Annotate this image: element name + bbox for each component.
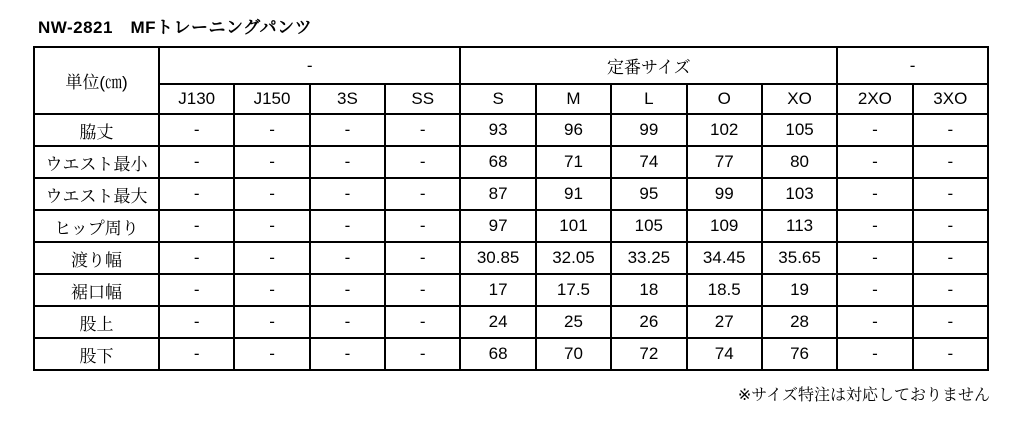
- size-value-cell: -: [837, 114, 912, 146]
- size-chart-page: [0, 13, 1024, 434]
- size-value-cell: -: [837, 178, 912, 210]
- size-value-cell: -: [913, 114, 988, 146]
- size-value-cell: -: [385, 146, 460, 178]
- size-value-cell: 32.05: [536, 242, 611, 274]
- size-value-cell: -: [159, 146, 234, 178]
- size-value-cell: -: [913, 146, 988, 178]
- size-value-cell: -: [159, 242, 234, 274]
- size-value-cell: -: [837, 242, 912, 274]
- size-value-cell: -: [234, 146, 309, 178]
- size-value-cell: -: [234, 242, 309, 274]
- size-column-header: S: [460, 84, 535, 114]
- size-value-cell: -: [310, 338, 385, 370]
- size-value-cell: -: [310, 146, 385, 178]
- size-value-cell: -: [837, 306, 912, 338]
- size-table: [33, 46, 989, 371]
- size-value-cell: 80: [762, 146, 837, 178]
- size-column-header: 2XO: [837, 84, 912, 114]
- size-value-cell: 74: [687, 338, 762, 370]
- size-value-cell: 70: [536, 338, 611, 370]
- size-value-cell: -: [159, 178, 234, 210]
- size-value-cell: -: [310, 274, 385, 306]
- size-column-header: M: [536, 84, 611, 114]
- size-column-header: J130: [159, 84, 234, 114]
- table-row: [34, 274, 988, 306]
- size-value-cell: -: [310, 114, 385, 146]
- size-value-cell: -: [837, 210, 912, 242]
- size-value-cell: -: [837, 338, 912, 370]
- table-row: [34, 242, 988, 274]
- size-value-cell: 18: [611, 274, 686, 306]
- size-value-cell: 17: [460, 274, 535, 306]
- column-group-header: 定番サイズ: [460, 47, 837, 84]
- header-group-row: [34, 47, 988, 84]
- size-value-cell: 17.5: [536, 274, 611, 306]
- table-row: [34, 306, 988, 338]
- size-value-cell: 91: [536, 178, 611, 210]
- size-value-cell: -: [310, 210, 385, 242]
- size-value-cell: -: [385, 274, 460, 306]
- size-column-header: 3S: [310, 84, 385, 114]
- size-value-cell: -: [913, 178, 988, 210]
- size-value-cell: -: [385, 242, 460, 274]
- size-value-cell: -: [310, 242, 385, 274]
- size-value-cell: 33.25: [611, 242, 686, 274]
- size-value-cell: 93: [460, 114, 535, 146]
- size-value-cell: 105: [611, 210, 686, 242]
- size-column-header: SS: [385, 84, 460, 114]
- size-value-cell: -: [385, 306, 460, 338]
- size-value-cell: 18.5: [687, 274, 762, 306]
- size-value-cell: -: [159, 114, 234, 146]
- size-value-cell: -: [234, 306, 309, 338]
- size-value-cell: 99: [687, 178, 762, 210]
- size-value-cell: 97: [460, 210, 535, 242]
- size-value-cell: 27: [687, 306, 762, 338]
- product-title: NW-2821 MFトレーニングパンツ: [38, 18, 313, 37]
- size-value-cell: 105: [762, 114, 837, 146]
- size-value-cell: -: [234, 114, 309, 146]
- size-value-cell: 103: [762, 178, 837, 210]
- size-value-cell: -: [913, 242, 988, 274]
- table-row: [34, 178, 988, 210]
- size-value-cell: 68: [460, 146, 535, 178]
- size-column-header: XO: [762, 84, 837, 114]
- row-label: ヒップ周り: [34, 210, 159, 242]
- size-value-cell: -: [310, 306, 385, 338]
- size-column-header: O: [687, 84, 762, 114]
- size-value-cell: -: [234, 178, 309, 210]
- size-value-cell: 34.45: [687, 242, 762, 274]
- size-value-cell: -: [159, 306, 234, 338]
- size-value-cell: -: [385, 210, 460, 242]
- size-value-cell: 99: [611, 114, 686, 146]
- size-value-cell: -: [385, 114, 460, 146]
- size-value-cell: 24: [460, 306, 535, 338]
- header-size-row: [34, 84, 988, 114]
- size-table-body: [34, 114, 988, 370]
- size-value-cell: -: [310, 178, 385, 210]
- table-row: [34, 338, 988, 370]
- size-value-cell: 113: [762, 210, 837, 242]
- size-value-cell: -: [234, 210, 309, 242]
- row-label: ウエスト最小: [34, 146, 159, 178]
- row-label: ウエスト最大: [34, 178, 159, 210]
- size-value-cell: -: [159, 274, 234, 306]
- size-value-cell: 28: [762, 306, 837, 338]
- size-table-header: [34, 47, 988, 114]
- size-value-cell: -: [913, 274, 988, 306]
- size-value-cell: -: [159, 210, 234, 242]
- size-value-cell: 102: [687, 114, 762, 146]
- size-value-cell: 87: [460, 178, 535, 210]
- size-value-cell: 30.85: [460, 242, 535, 274]
- row-label: 脇丈: [34, 114, 159, 146]
- size-value-cell: 72: [611, 338, 686, 370]
- size-value-cell: 96: [536, 114, 611, 146]
- size-value-cell: -: [837, 274, 912, 306]
- size-value-cell: 95: [611, 178, 686, 210]
- size-value-cell: 19: [762, 274, 837, 306]
- size-value-cell: -: [913, 338, 988, 370]
- size-value-cell: -: [385, 178, 460, 210]
- size-value-cell: 74: [611, 146, 686, 178]
- size-note: ※サイズ特注は対応しておりません: [737, 387, 990, 404]
- size-value-cell: 25: [536, 306, 611, 338]
- size-value-cell: 109: [687, 210, 762, 242]
- size-value-cell: -: [234, 338, 309, 370]
- size-value-cell: 101: [536, 210, 611, 242]
- size-column-header: L: [611, 84, 686, 114]
- size-value-cell: 26: [611, 306, 686, 338]
- table-row: [34, 210, 988, 242]
- size-value-cell: -: [159, 338, 234, 370]
- table-row: [34, 146, 988, 178]
- size-value-cell: 71: [536, 146, 611, 178]
- row-label: 渡り幅: [34, 242, 159, 274]
- row-label: 裾口幅: [34, 274, 159, 306]
- unit-header-cell: 単位(㎝): [34, 47, 159, 114]
- size-value-cell: 76: [762, 338, 837, 370]
- size-value-cell: -: [837, 146, 912, 178]
- row-label: 股上: [34, 306, 159, 338]
- size-value-cell: -: [385, 338, 460, 370]
- column-group-header: -: [159, 47, 460, 84]
- size-value-cell: 35.65: [762, 242, 837, 274]
- size-value-cell: 68: [460, 338, 535, 370]
- size-value-cell: -: [234, 274, 309, 306]
- size-column-header: 3XO: [913, 84, 988, 114]
- row-label: 股下: [34, 338, 159, 370]
- size-value-cell: 77: [687, 146, 762, 178]
- column-group-header: -: [837, 47, 988, 84]
- size-value-cell: -: [913, 210, 988, 242]
- table-row: [34, 114, 988, 146]
- size-value-cell: -: [913, 306, 988, 338]
- size-column-header: J150: [234, 84, 309, 114]
